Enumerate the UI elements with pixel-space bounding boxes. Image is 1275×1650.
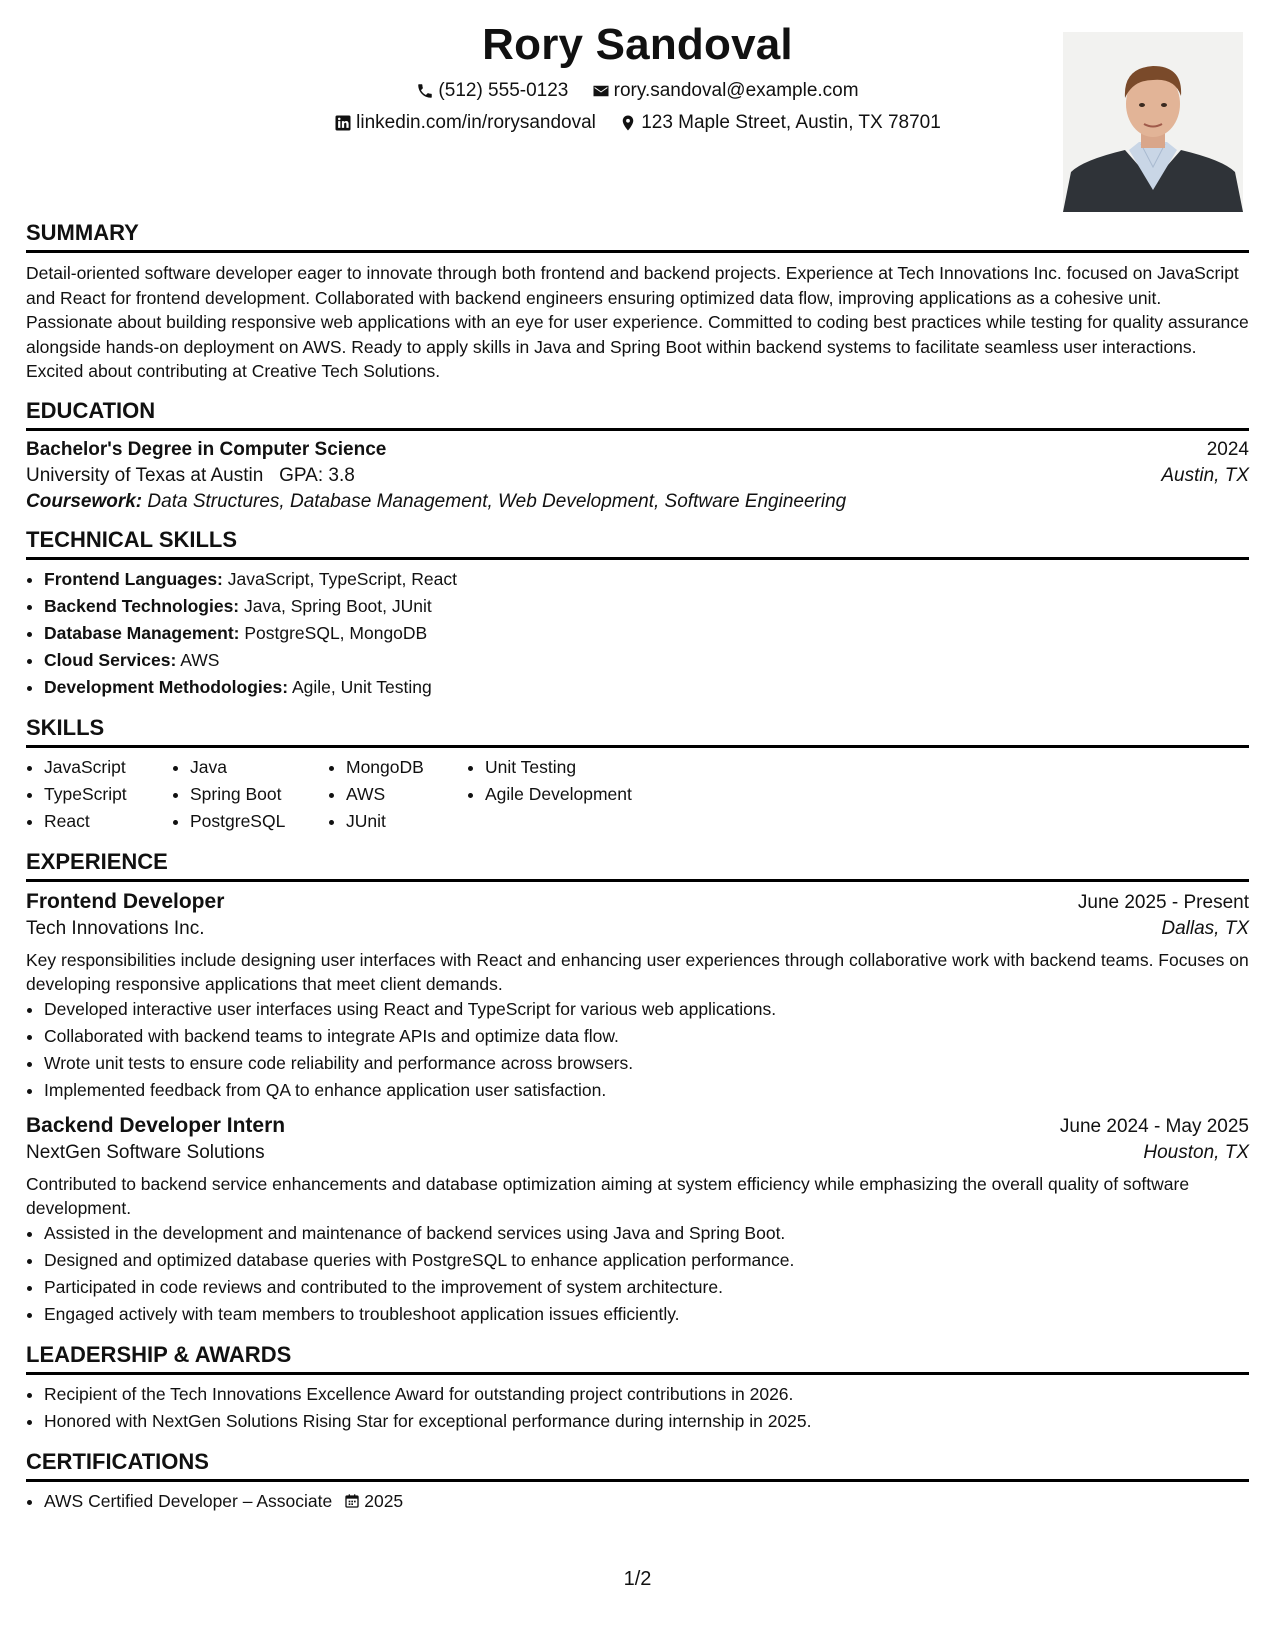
skill-category-value: PostgreSQL, MongoDB bbox=[244, 622, 428, 643]
job-description: Contributed to backend service enhancements and database optimization aiming at system efficiency while emphasizing the overall quality of software development. bbox=[26, 1173, 1190, 1218]
skill-category-label: Cloud Services: bbox=[44, 649, 177, 670]
list-item: • Recipient of the Tech Innovations Excellence Award for outstanding project contributions in 2026. bbox=[44, 1381, 1249, 1408]
contact-email[interactable] bbox=[592, 80, 859, 102]
job-company-row bbox=[26, 1142, 1249, 1164]
resume-header bbox=[26, 0, 1249, 220]
certification-year: 2025 bbox=[364, 1490, 404, 1511]
skill-category-label: Database Management: bbox=[44, 622, 240, 643]
skill-category-value: AWS bbox=[180, 649, 220, 670]
address-text: 123 Maple Street, Austin, TX 78701 bbox=[641, 112, 941, 133]
skills-column-3 bbox=[328, 754, 467, 835]
summary-text: Detail-oriented software developer eager to innovate through both frontend and backend projects. Experience at Tech Innovations Inc. focused on JavaScript and React for frontend development. Collaborated with backend engineers ensuring optimized data flow, improving applications as a cohesive unit. Passionate about building responsive web applications with an eye for user experience. Committed to coding best practices while testing for quality assurance alongside hands-on deployment on AWS. Ready to apply skills in Java and Spring Boot within backend systems to facilitate seamless user interactions. Excited about contributing at Creative Tech Solutions. bbox=[26, 263, 1249, 381]
degree: Bachelor's Degree in Computer Science bbox=[26, 438, 387, 460]
skills-column-2 bbox=[172, 754, 328, 835]
certification-entry bbox=[44, 1488, 403, 1515]
technical-skills-heading: TECHNICAL SKILLS bbox=[26, 527, 1249, 560]
profile-photo bbox=[1063, 32, 1243, 212]
contact-address bbox=[619, 112, 941, 134]
skill-category-value: Agile, Unit Testing bbox=[291, 676, 432, 697]
email-text: rory.sandoval@example.com bbox=[613, 80, 859, 101]
list-item: • Unit Testing bbox=[485, 754, 632, 781]
skill-category-label: Development Methodologies: bbox=[44, 676, 289, 697]
job-location: Dallas, TX bbox=[1161, 917, 1249, 939]
skills-section bbox=[26, 715, 1249, 835]
list-item: • Collaborated with backend teams to integrate APIs and optimize data flow. bbox=[44, 1023, 1249, 1050]
list-item bbox=[44, 674, 1249, 701]
coursework bbox=[26, 491, 1249, 513]
leadership-list bbox=[26, 1381, 1249, 1435]
job-company: NextGen Software Solutions bbox=[26, 1141, 265, 1163]
experience-section bbox=[26, 849, 1249, 1328]
list-item: • MongoDB bbox=[346, 754, 467, 781]
map-pin-icon bbox=[619, 114, 637, 132]
resume-page bbox=[26, 0, 1249, 1650]
skill-category-label: Frontend Languages: bbox=[44, 568, 223, 589]
linkedin-text: linkedin.com/in/rorysandoval bbox=[356, 112, 596, 133]
skills-column-4 bbox=[467, 754, 632, 835]
list-item: • AWS bbox=[346, 781, 467, 808]
job-entry bbox=[26, 1114, 1249, 1328]
school-location: Austin, TX bbox=[1161, 464, 1249, 486]
skills-column-1 bbox=[26, 754, 172, 835]
certification-name: • AWS Certified Developer – Associate bbox=[44, 1490, 333, 1511]
gpa: GPA: 3.8 bbox=[279, 464, 355, 486]
education-degree-row bbox=[26, 439, 1249, 461]
list-item: • Spring Boot bbox=[190, 781, 328, 808]
education-heading: EDUCATION bbox=[26, 398, 1249, 431]
education-section bbox=[26, 398, 1249, 513]
job-entry bbox=[26, 890, 1249, 1104]
job-company: Tech Innovations Inc. bbox=[26, 917, 205, 939]
job-company-row bbox=[26, 918, 1249, 940]
envelope-icon bbox=[592, 82, 610, 100]
summary-heading: SUMMARY bbox=[26, 220, 1249, 253]
list-item: • Wrote unit tests to ensure code reliability and performance across browsers. bbox=[44, 1050, 1249, 1077]
list-item: • Assisted in the development and maintenance of backend services using Java and Spring Boot. bbox=[44, 1220, 1249, 1247]
list-item: • Engaged actively with team members to troubleshoot application issues efficiently. bbox=[44, 1301, 1249, 1328]
list-item: • Designed and optimized database queries with PostgreSQL to enhance application performance. bbox=[44, 1247, 1249, 1274]
skill-category-value: Java, Spring Boot, JUnit bbox=[244, 595, 432, 616]
school-name: University of Texas at Austin bbox=[26, 464, 264, 486]
job-location: Houston, TX bbox=[1143, 1141, 1249, 1163]
skill-category-value: JavaScript, TypeScript, React bbox=[227, 568, 457, 589]
list-item: • JavaScript bbox=[44, 754, 172, 781]
list-item: • Participated in code reviews and contributed to the improvement of system architecture. bbox=[44, 1274, 1249, 1301]
experience-heading: EXPERIENCE bbox=[26, 849, 1249, 882]
skills-heading: SKILLS bbox=[26, 715, 1249, 748]
list-item bbox=[44, 566, 1249, 593]
page-number: 1/2 bbox=[623, 1568, 652, 1590]
list-item: • React bbox=[44, 808, 172, 835]
phone-icon bbox=[416, 82, 434, 100]
phone-text: (512) 555-0123 bbox=[438, 80, 569, 101]
certifications-heading: CERTIFICATIONS bbox=[26, 1449, 1249, 1482]
leadership-section bbox=[26, 1342, 1249, 1435]
candidate-name: Rory Sandoval bbox=[482, 20, 793, 69]
list-item bbox=[44, 647, 1249, 674]
graduation-year: 2024 bbox=[1206, 438, 1249, 460]
job-bullets bbox=[26, 1220, 1249, 1328]
job-title: Frontend Developer bbox=[26, 889, 225, 913]
education-school-row bbox=[26, 465, 1249, 487]
skill-category-label: Backend Technologies: bbox=[44, 595, 240, 616]
technical-skills-list bbox=[26, 566, 1249, 701]
coursework-list: Data Structures, Database Management, Web Development, Software Engineering bbox=[147, 490, 847, 512]
list-item: • JUnit bbox=[346, 808, 467, 835]
coursework-label: Coursework: bbox=[26, 490, 143, 512]
list-item bbox=[44, 620, 1249, 647]
contact-linkedin[interactable] bbox=[334, 112, 596, 134]
job-dates: June 2024 - May 2025 bbox=[1059, 1115, 1249, 1137]
calendar-icon bbox=[344, 1493, 360, 1509]
certifications-section bbox=[26, 1449, 1249, 1515]
list-item: • Agile Development bbox=[485, 781, 632, 808]
list-item: • Implemented feedback from QA to enhance application user satisfaction. bbox=[44, 1077, 1249, 1104]
contact-phone[interactable] bbox=[416, 80, 568, 102]
list-item: • Honored with NextGen Solutions Rising Star for exceptional performance during internship in 2025. bbox=[44, 1408, 1249, 1435]
job-title-row bbox=[26, 890, 1249, 914]
linkedin-icon bbox=[334, 114, 352, 132]
job-title-row bbox=[26, 1114, 1249, 1138]
leadership-heading: LEADERSHIP & AWARDS bbox=[26, 1342, 1249, 1375]
list-item: • PostgreSQL bbox=[190, 808, 328, 835]
technical-skills-section bbox=[26, 527, 1249, 701]
list-item bbox=[44, 593, 1249, 620]
list-item: • TypeScript bbox=[44, 781, 172, 808]
job-bullets bbox=[26, 996, 1249, 1104]
profile-photo-illustration bbox=[1063, 32, 1243, 212]
job-title: Backend Developer Intern bbox=[26, 1113, 286, 1137]
list-item: • Developed interactive user interfaces using React and TypeScript for various web applications. bbox=[44, 996, 1249, 1023]
list-item bbox=[44, 1488, 1249, 1515]
list-item: • Java bbox=[190, 754, 328, 781]
certifications-list bbox=[26, 1488, 1249, 1515]
job-description: Key responsibilities include designing user interfaces with React and enhancing user experiences through collaborative work with backend teams. Focuses on developing responsive applications that meet client demands. bbox=[26, 949, 1249, 994]
skills-columns bbox=[26, 754, 1249, 835]
job-dates: June 2025 - Present bbox=[1077, 891, 1249, 913]
summary-section bbox=[26, 220, 1249, 384]
